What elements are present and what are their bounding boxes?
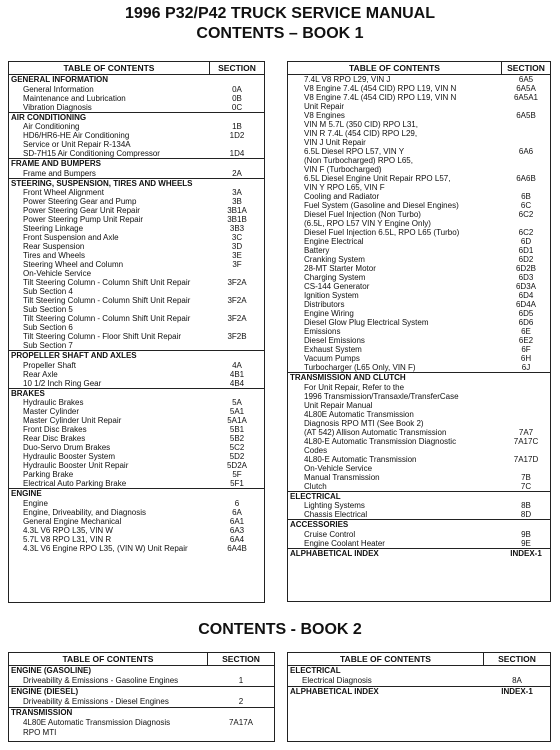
- entry-section-code: 3F2B: [227, 332, 247, 341]
- toc-entry: [288, 93, 550, 111]
- entry-title: 6.5L Diesel Engine Unit Repair RPO L57, VIN Y RPO L65, VIN F: [304, 174, 451, 192]
- entry-title: Cruise Control: [304, 529, 356, 539]
- toc-entry: [9, 479, 264, 488]
- entry-section-code: 3B1A: [227, 206, 247, 215]
- entry-title: 6.5L Diesel RPO L57, VIN Y (Non Turbocharged) RPO L65, VIN F (Turbocharged): [304, 147, 413, 174]
- toc-entry: [9, 149, 264, 158]
- entry-title: Power Steering Pump Unit Repair: [23, 215, 144, 224]
- toc-entry: [9, 197, 264, 206]
- toc-entry: [9, 131, 264, 149]
- entry-title: Duo-Servo Drum Brakes: [23, 443, 111, 452]
- entry-section-code: [502, 383, 550, 410]
- toc-entry: [9, 103, 264, 112]
- section-heading: STEERING, SUSPENSION, TIRES AND WHEELS: [9, 178, 264, 189]
- entry-section-code: 3B1B: [227, 215, 247, 224]
- entry-section-code: 3E: [232, 251, 242, 260]
- entry-section-code: 6B: [521, 192, 531, 201]
- section-heading: AIR CONDITIONING: [9, 112, 264, 123]
- toc-entry: [9, 499, 264, 508]
- entry-title: Electrical Auto Parking Brake: [23, 479, 127, 488]
- entry-section-code: 1D2: [229, 131, 245, 140]
- entry-section-code: 6A5A: [516, 84, 536, 93]
- book2-left-table: [8, 652, 275, 742]
- entry-section-code: 6A: [232, 507, 242, 517]
- toc-entry: [9, 508, 264, 517]
- entry-title: 10 1/2 Inch Ring Gear: [23, 378, 102, 388]
- toc-entry: [9, 314, 264, 332]
- entry-section-code: 3F2A: [227, 278, 247, 287]
- section-heading: [288, 686, 550, 697]
- section-code: INDEX-1: [510, 548, 542, 558]
- entry-section-code: 6A5: [518, 75, 534, 84]
- entry-title: Electrical Diagnosis: [302, 676, 372, 685]
- table-header-title: TABLE OF CONTENTS: [288, 653, 484, 665]
- entry-section-code: 6A5A1: [513, 93, 539, 102]
- toc-entry: [288, 501, 550, 510]
- entry-section-code: 5F1: [230, 479, 244, 488]
- entry-title: Engine Wiring: [304, 309, 354, 318]
- toc-entry: [9, 206, 264, 215]
- toc-entry: [288, 255, 550, 264]
- toc-entry: [9, 379, 264, 388]
- entry-title: Vacuum Pumps: [304, 354, 360, 363]
- toc-entry: [288, 237, 550, 246]
- toc-entry: [288, 437, 550, 455]
- entry-title: Ignition System: [304, 291, 359, 300]
- table-header-title: TABLE OF CONTENTS: [288, 62, 502, 74]
- toc-entry: [9, 452, 264, 461]
- toc-entry: [9, 296, 264, 314]
- entry-section-code: 3A: [232, 188, 242, 197]
- table-header-section: SECTION: [218, 63, 256, 73]
- toc-entry: [288, 309, 550, 318]
- section-heading: TRANSMISSION AND CLUTCH: [288, 372, 550, 383]
- entry-title: Chassis Electrical: [304, 510, 368, 519]
- entry-section-code: 7A17D: [513, 454, 539, 464]
- entry-title: 4L80-E Automatic Transmission On-Vehicle Service: [304, 454, 417, 473]
- entry-section-code: 6A4: [229, 534, 245, 544]
- entry-title: Hydraulic Booster System: [23, 452, 116, 461]
- entry-title: 4.3L V6 Engine RPO L35, (VIN W) Unit Repair: [23, 543, 188, 553]
- table-header-section: SECTION: [498, 654, 536, 664]
- entry-section-code: 5B2: [229, 434, 245, 443]
- entry-title: Air Conditioning: [23, 122, 80, 131]
- table-header: [9, 653, 274, 666]
- entry-title: Lighting Systems: [304, 501, 365, 510]
- toc-entry: [9, 416, 264, 425]
- toc-entry: [288, 84, 550, 93]
- toc-entry: [9, 169, 264, 178]
- entry-section-code: 0C: [231, 102, 243, 112]
- entry-title: Manual Transmission: [304, 472, 380, 482]
- entry-section-code: 3F: [232, 260, 242, 269]
- entry-title: Driveability & Emissions - Gasoline Engines: [23, 676, 179, 685]
- entry-title: Power Steering Gear Unit Repair: [23, 206, 140, 215]
- entry-title: 4L80-E Automatic Transmission Diagnostic Codes: [304, 436, 457, 455]
- entry-title: 7.4L V8 RPO L29, VIN J: [304, 75, 391, 84]
- entry-section-code: 8A: [512, 676, 522, 685]
- entry-title: HD6/HR6-HE Air Conditioning Service or Unit Repair R-134A: [23, 131, 131, 149]
- toc-entry: [9, 434, 264, 443]
- toc-entry: [288, 363, 550, 372]
- entry-title: Diesel Emissions: [304, 336, 365, 345]
- entry-section-code: 6C2: [518, 210, 534, 219]
- toc-entry: [288, 482, 550, 491]
- toc-entry: [9, 398, 264, 407]
- book2-heading: CONTENTS - BOOK 2: [198, 621, 362, 638]
- toc-entry: [288, 336, 550, 345]
- toc-entry: [9, 85, 264, 94]
- entry-section-code: 7A17C: [513, 436, 539, 446]
- toc-entry: [288, 300, 550, 309]
- entry-section-code: 6D1: [518, 246, 534, 255]
- entry-section-code: 6: [234, 498, 240, 508]
- table-header: [9, 62, 264, 75]
- entry-section-code: 3C: [231, 233, 243, 242]
- entry-section-code: 6A4B: [227, 543, 247, 553]
- entry-title: Power Steering Gear and Pump: [23, 197, 137, 206]
- entry-title: Hydraulic Brakes: [23, 398, 84, 407]
- entry-section-code: 6F: [521, 345, 531, 354]
- entry-section-code: 6D4A: [515, 300, 536, 309]
- toc-entry: [9, 461, 264, 470]
- entry-section-code: 1: [238, 676, 244, 685]
- toc-entry: [288, 210, 550, 228]
- section-heading: FRAME AND BUMPERS: [9, 158, 264, 169]
- entry-section-code: 5D2A: [226, 461, 247, 470]
- entry-title: Fuel System (Gasoline and Diesel Engines): [304, 201, 459, 210]
- entry-title: Vibration Diagnosis: [23, 102, 92, 112]
- toc-entry: [288, 676, 550, 686]
- entry-section-code: 1B: [232, 122, 242, 131]
- entry-section-code: 6D3: [518, 273, 534, 282]
- entry-title: Maintenance and Lubrication: [23, 93, 126, 103]
- entry-section-code: 6D5: [518, 309, 534, 318]
- entry-title: Turbocharger (L65 Only, VIN F): [304, 363, 416, 372]
- section-heading: ENGINE (GASOLINE): [11, 666, 92, 675]
- entry-title: Master Cylinder: [23, 407, 80, 416]
- entry-section-code: 6A5B: [516, 111, 536, 120]
- toc-entry: [288, 192, 550, 201]
- entry-title: Diesel Glow Plug Electrical System: [304, 318, 429, 327]
- table-header: [288, 653, 550, 666]
- entry-section-code: 5A1: [229, 407, 245, 416]
- entry-section-code: 9B: [521, 529, 531, 539]
- toc-entry: [288, 428, 550, 437]
- toc-entry: [288, 147, 550, 174]
- toc-entry: [288, 510, 550, 519]
- toc-entry: [9, 215, 264, 224]
- entry-section-code: 8B: [521, 501, 531, 510]
- toc-entry: [288, 354, 550, 363]
- entry-section-code: 6A1: [229, 516, 245, 526]
- entry-title: Rear Axle: [23, 369, 58, 379]
- table-header-title: TABLE OF CONTENTS: [9, 653, 208, 665]
- entry-section-code: 1D4: [229, 149, 245, 158]
- toc-entry: [9, 526, 264, 535]
- entry-title: General Engine Mechanical: [23, 516, 122, 526]
- book1-left-table: [8, 61, 265, 603]
- entry-title: V8 Engines VIN M 5.7L (350 CID) RPO L31, VIN R 7.4L (454 CID) RPO L29, VIN J Unit Repair: [304, 111, 418, 147]
- toc-entry: [9, 361, 264, 370]
- table-header-title: TABLE OF CONTENTS: [9, 62, 210, 74]
- section-heading: [288, 548, 550, 559]
- toc-entry: [9, 251, 264, 260]
- section-heading: GENERAL INFORMATION: [11, 75, 109, 84]
- toc-entry: [288, 345, 550, 354]
- entry-title: Rear Disc Brakes: [23, 434, 86, 443]
- entry-section-code: 4B4: [229, 378, 245, 388]
- toc-entry: [9, 443, 264, 452]
- entry-section-code: 5F: [232, 470, 242, 479]
- toc-entry: [9, 544, 264, 553]
- entry-section-code: 5B1: [229, 425, 245, 434]
- entry-title: For Unit Repair, Refer to the 1996 Transmission/Transaxle/TransferCase Unit Repair Manual: [304, 382, 459, 410]
- section-heading: TRANSMISSION: [9, 707, 274, 718]
- toc-entry: [9, 233, 264, 242]
- toc-entry: [9, 260, 264, 278]
- toc-entry: [9, 535, 264, 544]
- entry-section-code: 0B: [232, 93, 242, 103]
- section-code: INDEX-1: [501, 687, 533, 696]
- entry-title: Tilt Steering Column - Floor Shift Unit Repair Sub Section 7: [23, 332, 181, 350]
- toc-entry: [288, 473, 550, 482]
- entry-title: Tires and Wheels: [23, 251, 85, 260]
- toc-entry: [9, 697, 274, 707]
- entry-title: (AT 542) Allison Automatic Transmission: [304, 427, 447, 437]
- entry-title: 4L80E Automatic Transmission Diagnosis RPO MTI: [23, 718, 171, 737]
- toc-entry: [9, 332, 264, 350]
- entry-section-code: 3F2A: [227, 296, 247, 305]
- entry-title: Tilt Steering Column - Column Shift Unit Repair Sub Section 5: [23, 296, 191, 314]
- entry-section-code: 6D2: [518, 255, 534, 264]
- toc-entry: [288, 246, 550, 255]
- book1-right-table: [287, 61, 551, 602]
- entry-section-code: 6A6B: [516, 174, 536, 183]
- entry-title: 5.7L V8 RPO L31, VIN R: [23, 534, 112, 544]
- entry-section-code: 5A: [232, 398, 242, 407]
- table-header-section: SECTION: [507, 63, 545, 73]
- entry-section-code: 6A6: [518, 147, 534, 156]
- toc-entry: [9, 278, 264, 296]
- entry-section-code: 9E: [521, 538, 531, 548]
- entry-title: General Information: [23, 84, 94, 94]
- entry-title: Steering Linkage: [23, 224, 84, 233]
- entry-section-code: 2: [238, 697, 244, 706]
- section-heading-text: ALPHABETICAL INDEX: [290, 548, 379, 558]
- toc-entry: [288, 111, 550, 147]
- entry-title: Driveability & Emissions - Diesel Engines: [23, 697, 169, 706]
- entry-section-code: 8D: [520, 510, 532, 519]
- entry-title: 4L80E Automatic Transmission Diagnosis RPO MTI (See Book 2): [304, 409, 424, 428]
- entry-title: Cranking System: [304, 255, 365, 264]
- entry-section-code: 6C: [520, 201, 532, 210]
- table-header: [288, 62, 550, 75]
- entry-section-code: 5A1A: [227, 416, 247, 425]
- section-heading: PROPELLER SHAFT AND AXLES: [9, 350, 264, 361]
- entry-title: Diesel Fuel Injection 6.5L, RPO L65 (Turbo): [304, 228, 460, 237]
- entry-title: Distributors: [304, 300, 345, 309]
- entry-section-code: 5D2: [229, 452, 245, 461]
- entry-section-code: 6H: [520, 354, 532, 363]
- entry-section-code: 4A: [232, 360, 242, 370]
- entry-title: Clutch: [304, 481, 327, 491]
- section-heading: ENGINE: [9, 488, 264, 499]
- toc-entry: [288, 273, 550, 282]
- table-header-section: SECTION: [222, 654, 260, 664]
- entry-title: CS-144 Generator: [304, 282, 370, 291]
- entry-title: V8 Engine 7.4L (454 CID) RPO L19, VIN N Unit Repair: [304, 93, 457, 111]
- entry-title: Parking Brake: [23, 470, 74, 479]
- entry-title: Engine: [23, 498, 48, 508]
- section-heading: ACCESSORIES: [288, 519, 550, 530]
- toc-entry: [288, 383, 550, 410]
- entry-title: 28-MT Starter Motor: [304, 264, 376, 273]
- toc-entry: [288, 201, 550, 210]
- entry-section-code: 3B3: [229, 224, 245, 233]
- toc-entry: [9, 407, 264, 416]
- book1-heading: CONTENTS – BOOK 1: [196, 25, 364, 42]
- entry-section-code: [502, 410, 550, 428]
- entry-section-code: 6D: [520, 237, 532, 246]
- entry-title: Engine Electrical: [304, 237, 364, 246]
- section-heading: ELECTRICAL: [290, 666, 341, 675]
- toc-entry: [288, 410, 550, 428]
- toc-entry: [288, 318, 550, 327]
- toc-entry: [288, 282, 550, 291]
- entry-section-code: 3F2A: [227, 314, 247, 323]
- entry-title: Front Suspension and Axle: [23, 233, 119, 242]
- entry-title: Emissions: [304, 327, 341, 336]
- toc-entry: [288, 174, 550, 192]
- section-heading: ELECTRICAL: [288, 491, 550, 502]
- entry-title: Propeller Shaft: [23, 360, 76, 370]
- toc-entry: [288, 530, 550, 539]
- entry-title: Cooling and Radiator: [304, 192, 380, 201]
- section-heading: BRAKES: [9, 388, 264, 399]
- manual-title: 1996 P32/P42 TRUCK SERVICE MANUAL: [124, 5, 436, 22]
- section-heading-text: ALPHABETICAL INDEX: [290, 687, 379, 696]
- toc-entry: [288, 75, 550, 84]
- entry-section-code: 2A: [232, 168, 242, 178]
- entry-section-code: 0A: [232, 84, 242, 94]
- entry-section-code: 4B1: [229, 369, 245, 379]
- toc-entry: [9, 224, 264, 233]
- entry-section-code: 3D: [231, 242, 243, 251]
- toc-entry: [9, 676, 274, 686]
- entry-title: Diesel Fuel Injection (Non Turbo) (6.5L, RPO L57 VIN Y Engine Only): [304, 210, 431, 228]
- entry-title: Tilt Steering Column - Column Shift Unit Repair Sub Section 4: [23, 278, 191, 296]
- entry-section-code: 7B: [521, 472, 531, 482]
- entry-title: Engine, Driveability, and Diagnosis: [23, 507, 147, 517]
- entry-section-code: 6D6: [518, 318, 534, 327]
- entry-section-code: 6E: [521, 327, 531, 336]
- entry-title: SD-7H15 Air Conditioning Compressor: [23, 149, 160, 158]
- toc-entry: [288, 228, 550, 237]
- toc-entry: [288, 539, 550, 548]
- toc-entry: [9, 94, 264, 103]
- entry-section-code: 3B: [232, 197, 242, 206]
- toc-entry: [9, 718, 274, 738]
- entry-title: Hydraulic Booster Unit Repair: [23, 461, 129, 470]
- entry-title: Exhaust System: [304, 345, 362, 354]
- entry-section-code: 6D3A: [515, 282, 536, 291]
- section-heading: ENGINE (DIESEL): [9, 686, 274, 697]
- entry-title: Engine Coolant Heater: [304, 538, 385, 548]
- entry-section-code: 7C: [520, 481, 532, 491]
- toc-entry: [9, 517, 264, 526]
- book2-right-table: [287, 652, 551, 742]
- toc-entry: [288, 327, 550, 336]
- entry-section-code: 6D2B: [515, 264, 536, 273]
- entry-section-code: 6J: [521, 363, 531, 372]
- entry-section-code: 6E2: [518, 336, 534, 345]
- entry-title: 4.3L V6 RPO L35, VIN W: [23, 525, 113, 535]
- entry-title: Charging System: [304, 273, 366, 282]
- entry-title: Frame and Bumpers: [23, 168, 96, 178]
- toc-entry: [9, 425, 264, 434]
- toc-entry: [288, 455, 550, 473]
- entry-title: Battery: [304, 246, 330, 255]
- toc-entry: [288, 264, 550, 273]
- toc-entry: [288, 291, 550, 300]
- toc-entry: [9, 122, 264, 131]
- entry-title: V8 Engine 7.4L (454 CID) RPO L19, VIN N: [304, 84, 457, 93]
- entry-title: Front Wheel Alignment: [23, 188, 104, 197]
- entry-title: Front Disc Brakes: [23, 425, 87, 434]
- entry-section-code: 7A7: [518, 427, 534, 437]
- entry-title: Rear Suspension: [23, 242, 85, 251]
- entry-section-code: 6C2: [518, 228, 534, 237]
- entry-title: Master Cylinder Unit Repair: [23, 416, 122, 425]
- toc-entry: [9, 370, 264, 379]
- entry-section-code: 6D4: [518, 291, 534, 300]
- entry-section-code: 5C2: [229, 443, 245, 452]
- toc-entry: [9, 188, 264, 197]
- entry-title: Steering Wheel and Column On-Vehicle Service: [23, 260, 124, 278]
- entry-section-code: 6A3: [229, 525, 245, 535]
- toc-entry: [9, 242, 264, 251]
- toc-entry: [9, 470, 264, 479]
- entry-section-code: 7A17A: [228, 718, 254, 727]
- entry-title: Tilt Steering Column - Column Shift Unit Repair Sub Section 6: [23, 314, 191, 332]
